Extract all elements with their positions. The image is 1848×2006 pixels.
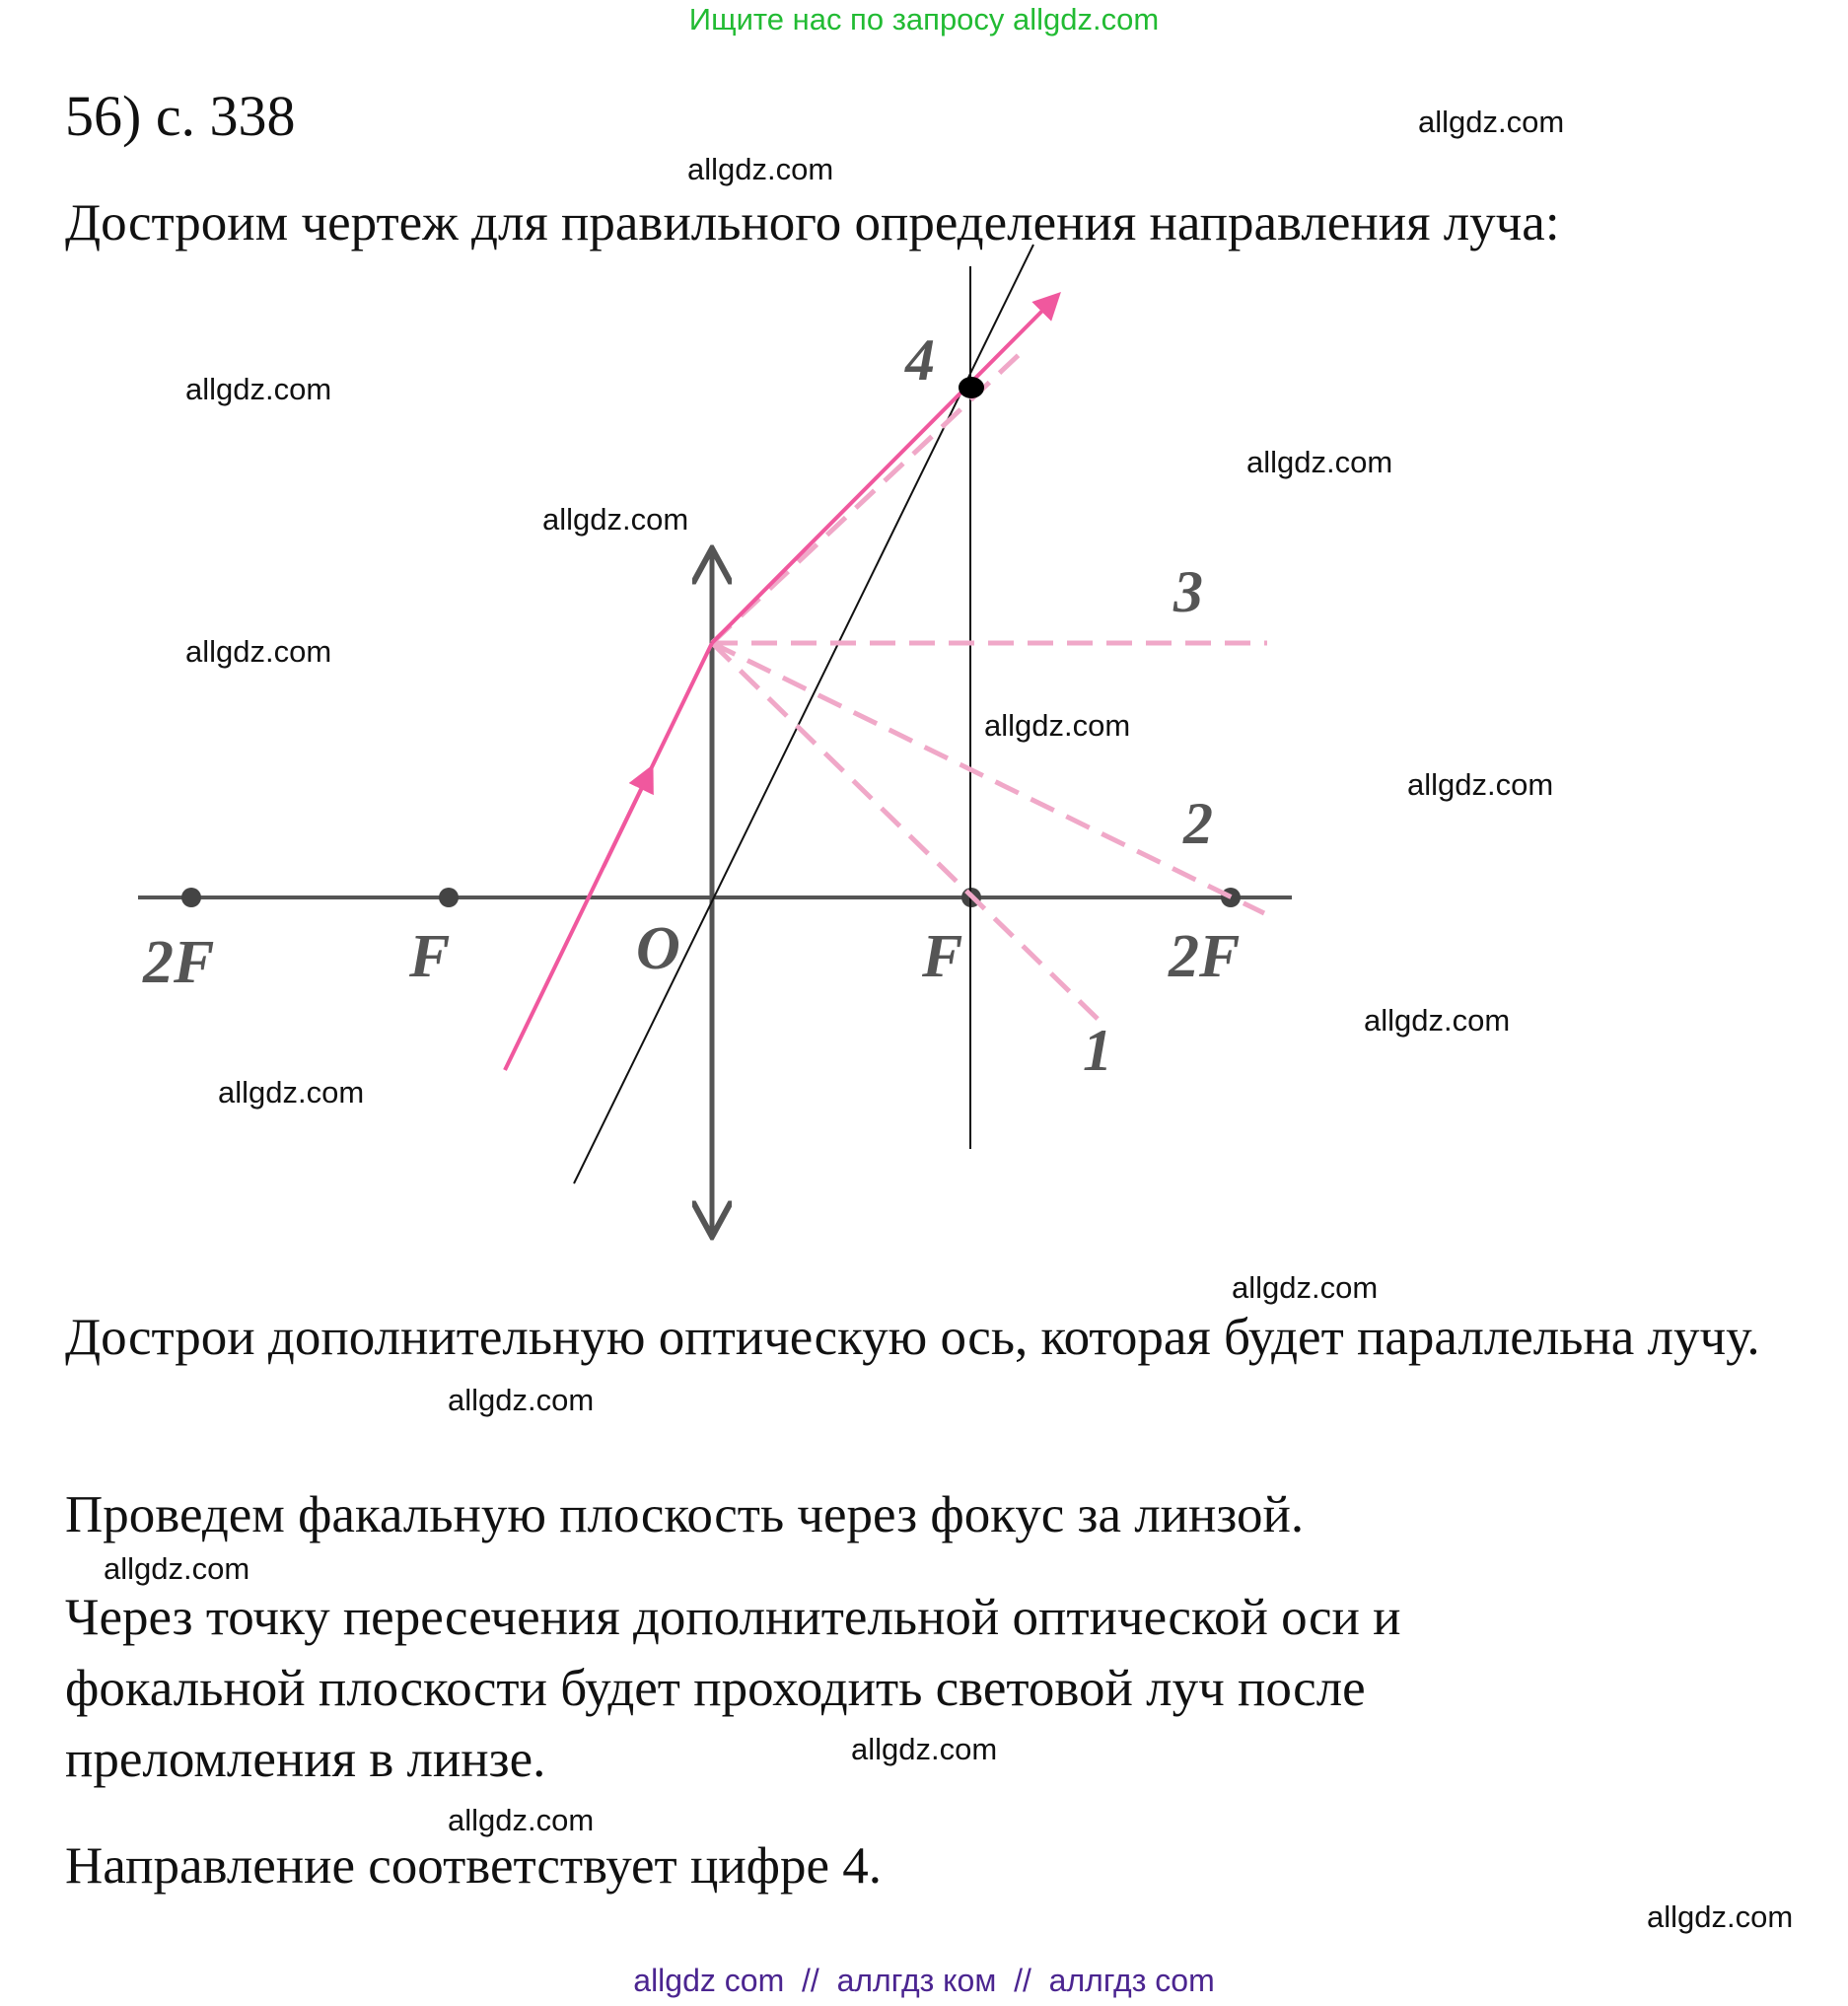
label-f-left: F — [409, 923, 451, 990]
watermark: allgdz.com — [1364, 1003, 1511, 1038]
task-number: 56) с. 338 — [65, 84, 296, 148]
step-3-paragraph: Через точку пересечения дополнительной оптической оси и фокальной плоскости будет проходить световой луч после преломления в линзе. — [65, 1589, 1401, 1788]
step-1-paragraph: Дострои дополнительную оптическую ось, которая будет параллельна лучу. — [65, 1309, 1760, 1366]
intro-paragraph: Достроим чертеж для правильного определения направления луча: — [65, 194, 1560, 251]
refracted-ray — [712, 296, 1057, 643]
watermark: allgdz.com — [1647, 1899, 1794, 1934]
watermark: allgdz.com — [851, 1732, 998, 1766]
watermark: allgdz.com — [448, 1383, 595, 1417]
watermark: allgdz.com — [984, 708, 1131, 743]
label-2f-right: 2F — [1169, 923, 1241, 990]
watermark: allgdz.com — [104, 1551, 250, 1586]
watermark: allgdz.com — [218, 1075, 365, 1110]
ray-number-3: 3 — [1173, 559, 1203, 624]
watermark: allgdz.com — [185, 634, 332, 669]
point-2f-left — [181, 888, 201, 907]
ray-number-1: 1 — [1083, 1018, 1112, 1083]
ray-2-dashed — [712, 643, 1264, 913]
label-2f-left: 2F — [143, 929, 215, 996]
watermark: allgdz.com — [185, 372, 332, 406]
watermark: allgdz.com — [1246, 445, 1393, 479]
watermark: allgdz.com — [542, 502, 689, 537]
watermark: allgdz.com — [1407, 767, 1554, 802]
label-o: O — [636, 915, 680, 982]
ray-number-2: 2 — [1183, 791, 1213, 856]
label-f-right: F — [922, 923, 963, 990]
watermark: allgdz.com — [448, 1803, 595, 1837]
ray-number-4: 4 — [905, 327, 935, 393]
ray-1-dashed — [712, 643, 1100, 1021]
watermark: allgdz.com — [1418, 105, 1565, 139]
watermark: allgdz.com — [1232, 1270, 1379, 1305]
footer-links[interactable]: allgdz com // аллгдз ком // аллгдз com — [633, 1963, 1215, 1998]
intersection-point — [959, 377, 984, 398]
search-banner[interactable]: Ищите нас по запросу allgdz.com — [688, 2, 1160, 36]
answer-paragraph: Направление соответствует цифре 4. — [65, 1837, 883, 1895]
incident-ray-arrow — [604, 769, 651, 867]
watermark: allgdz.com — [687, 152, 834, 186]
step-2-paragraph: Проведем факальную плоскость через фокус за линзой. — [65, 1486, 1305, 1543]
point-f-left — [439, 888, 459, 907]
